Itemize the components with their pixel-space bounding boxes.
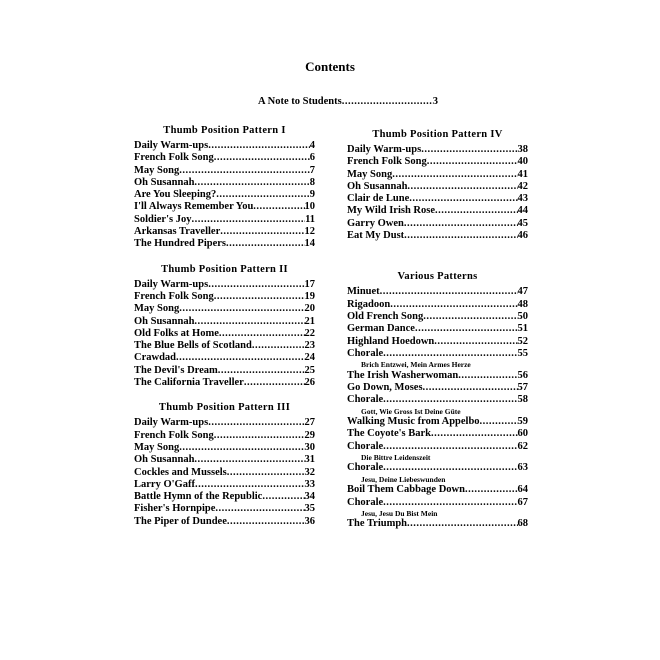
entry-title: The Triumph [347, 518, 408, 530]
dot-leader [383, 462, 517, 474]
entry-title: Go Down, Moses [347, 381, 423, 393]
entry-title: Crawdad [134, 352, 177, 364]
dot-leader [220, 226, 304, 238]
toc-column-left [134, 124, 315, 528]
entry-page: 67 [517, 496, 528, 508]
entry-title: German Dance [347, 323, 415, 335]
entry-page: 60 [517, 428, 528, 440]
entry-page: 6 [309, 152, 315, 164]
entry-title: Daily Warm-ups [134, 278, 209, 290]
toc-entry[interactable] [347, 181, 528, 193]
entry-title: Chorale [347, 462, 384, 474]
entry-page: 9 [309, 189, 315, 201]
toc-entry[interactable] [134, 303, 315, 315]
dot-leader [383, 348, 517, 360]
entry-page: 51 [517, 323, 528, 335]
entry-page: 22 [304, 327, 315, 339]
toc-entry[interactable] [134, 140, 315, 152]
entry-page: 25 [304, 364, 315, 376]
dot-leader [404, 230, 517, 242]
dot-leader [407, 181, 517, 193]
entry-page: 57 [517, 381, 528, 393]
dot-leader [227, 516, 305, 528]
dot-leader [179, 165, 310, 177]
entry-title: Cockles and Mussels [134, 466, 227, 478]
entry-page: 48 [517, 298, 528, 310]
entry-title: May Song [134, 303, 180, 315]
entry-title: Oh Susannah [134, 454, 195, 466]
section-heading: Thumb Position Pattern II [161, 263, 288, 275]
toc-section [347, 270, 528, 530]
entry-subtitle: Jesu, Deine Liebeswunden [361, 474, 446, 484]
toc-entry[interactable] [134, 316, 315, 328]
dot-leader [342, 96, 433, 108]
dot-leader [208, 279, 304, 291]
entry-title: The California Traveller [134, 377, 244, 389]
toc-entry[interactable] [134, 226, 315, 238]
toc-entry[interactable] [347, 218, 528, 230]
dot-leader [392, 169, 517, 181]
entry-page: 38 [517, 144, 528, 155]
entry-page: 20 [304, 303, 315, 315]
toc-entry[interactable] [134, 352, 315, 364]
entry-page: 64 [517, 484, 528, 496]
toc-entry[interactable] [134, 417, 315, 429]
toc-entry[interactable] [134, 365, 315, 377]
entry-title: French Folk Song [134, 290, 214, 302]
entry-page: 36 [304, 515, 315, 527]
dot-leader [214, 291, 305, 303]
dot-leader [191, 214, 305, 226]
entry-title: Fisher's Hornpipe [134, 503, 216, 515]
toc-entry[interactable] [347, 323, 528, 335]
entry-title: Highland Hoedown [347, 335, 435, 347]
entry-title: May Song [134, 164, 180, 176]
entry-title: I'll Always Remember You [134, 201, 254, 213]
toc-entry[interactable] [347, 518, 528, 530]
toc-entry[interactable] [134, 340, 315, 352]
entry-title: Chorale [347, 496, 384, 508]
entry-page: 62 [517, 440, 528, 452]
dot-leader [195, 479, 305, 491]
dot-leader [244, 377, 305, 389]
dot-leader [194, 454, 304, 466]
dot-leader [227, 467, 305, 479]
dot-leader [218, 365, 305, 377]
entry-title: Boil Them Cabbage Down [347, 484, 465, 496]
entry-title: The Irish Washerwoman [347, 369, 459, 381]
toc-entry[interactable] [134, 238, 315, 250]
dot-leader [465, 484, 518, 496]
toc-entry[interactable] [347, 336, 528, 348]
entry-title: The Blue Bells of Scotland [134, 340, 252, 352]
toc-entry[interactable] [134, 467, 315, 479]
toc-entry[interactable] [134, 177, 315, 189]
entry-page: 3 [432, 96, 438, 107]
entry-title: Clair de Lune [347, 193, 410, 205]
toc-entry[interactable] [347, 497, 528, 509]
toc-entry[interactable] [347, 193, 528, 205]
dot-leader [214, 430, 305, 442]
toc-entry[interactable] [347, 441, 528, 453]
entry-title: A Note to Students [258, 96, 342, 107]
dot-leader [253, 201, 304, 213]
entry-page: 30 [304, 441, 315, 453]
toc-entry[interactable] [347, 348, 528, 360]
entry-page: 40 [517, 156, 528, 168]
toc-entry[interactable] [134, 516, 315, 528]
toc-section [134, 401, 315, 528]
entry-title: The Coyote's Bark [347, 428, 431, 440]
entry-page: 52 [517, 335, 528, 347]
dot-leader [208, 140, 310, 152]
dot-leader [458, 370, 517, 382]
entry-title: Old French Song [347, 310, 424, 322]
toc-entry[interactable] [347, 394, 528, 406]
toc-entry-note[interactable] [258, 96, 438, 108]
dot-leader [262, 491, 304, 503]
entry-page: 58 [517, 394, 528, 406]
entry-title: The Hundred Pipers [134, 238, 226, 250]
toc-entry[interactable] [134, 165, 315, 177]
dot-leader [194, 177, 309, 189]
entry-title: Old Folks at Home [134, 327, 219, 339]
toc-entry[interactable] [134, 430, 315, 442]
dot-leader [219, 328, 305, 340]
toc-entry[interactable] [134, 442, 315, 454]
toc-entry[interactable] [134, 214, 315, 226]
toc-entry[interactable] [134, 454, 315, 466]
dot-leader [383, 394, 517, 406]
toc-entry[interactable] [347, 462, 528, 474]
entry-title: Chorale [347, 347, 384, 359]
entry-page: 34 [304, 491, 315, 503]
dot-leader [214, 152, 310, 164]
toc-entry[interactable] [134, 201, 315, 213]
dot-leader [409, 193, 517, 205]
entry-title: Larry O'Gaff [134, 478, 195, 490]
dot-leader [216, 189, 309, 201]
toc-entry[interactable] [134, 152, 315, 164]
toc-entry[interactable] [134, 491, 315, 503]
dot-leader [380, 286, 518, 298]
entry-title: Arkansas Traveller [134, 226, 221, 238]
entry-title: Oh Susannah [347, 180, 408, 192]
toc-entry[interactable] [134, 291, 315, 303]
section-heading: Various Patterns [397, 271, 478, 283]
dot-leader [226, 238, 305, 250]
toc-entry[interactable] [347, 299, 528, 311]
toc-section [134, 263, 315, 390]
entry-title: Minuet [347, 286, 380, 298]
entry-page: 47 [517, 286, 528, 298]
entry-title: The Piper of Dundee [134, 515, 227, 527]
entry-page: 10 [304, 201, 315, 213]
entry-title: Oh Susannah [134, 315, 195, 327]
entry-page: 31 [304, 454, 315, 466]
entry-title: French Folk Song [134, 429, 214, 441]
entry-page: 21 [304, 315, 315, 327]
toc-entry[interactable] [134, 503, 315, 515]
entry-page: 32 [304, 466, 315, 478]
entry-page: 56 [517, 369, 528, 381]
toc-entry[interactable] [347, 230, 528, 242]
section-heading: Thumb Position Pattern I [163, 125, 286, 136]
toc-entry[interactable] [347, 286, 528, 298]
entry-page: 29 [304, 429, 315, 441]
toc-entry[interactable] [347, 382, 528, 394]
entry-page: 27 [304, 417, 315, 429]
entry-page: 7 [309, 164, 315, 176]
toc-entry[interactable] [347, 484, 528, 496]
entry-subtitle: Jesu, Jesu Du Bist Mein [361, 508, 438, 518]
toc-section [134, 124, 315, 251]
dot-leader [208, 417, 304, 429]
dot-leader [252, 340, 305, 352]
entry-page: 43 [517, 193, 528, 205]
entry-title: Battle Hymn of the Republic [134, 491, 263, 503]
toc-entry[interactable] [347, 205, 528, 217]
entry-title: Walking Music from Appelbo [347, 416, 480, 428]
dot-leader [179, 442, 304, 454]
toc-entry[interactable] [347, 416, 528, 428]
dot-leader [480, 416, 518, 428]
toc-entry[interactable] [347, 156, 528, 168]
entry-page: 35 [304, 503, 315, 515]
toc-column-right [347, 128, 528, 531]
entry-title: Daily Warm-ups [134, 417, 209, 429]
dot-leader [407, 518, 517, 530]
entry-subtitle: Gott, Wie Gross Ist Deine Güte [361, 406, 461, 416]
toc-entry[interactable] [134, 328, 315, 340]
dot-leader [215, 503, 304, 515]
entry-page: 55 [517, 347, 528, 359]
entry-page: 11 [305, 213, 315, 225]
entry-title: French Folk Song [134, 152, 214, 164]
entry-page: 50 [517, 310, 528, 322]
dot-leader [427, 156, 518, 168]
toc-entry[interactable] [134, 377, 315, 389]
entry-page: 17 [304, 278, 315, 290]
entry-title: Are You Sleeping? [134, 189, 217, 201]
entry-page: 4 [309, 140, 315, 151]
dot-leader [390, 299, 517, 311]
entry-title: The Devil's Dream [134, 364, 218, 376]
entry-page: 12 [304, 226, 315, 238]
toc-entry[interactable] [347, 169, 528, 181]
entry-page: 68 [517, 518, 528, 530]
entry-page: 23 [304, 340, 315, 352]
entry-title: Soldier's Joy [134, 213, 192, 225]
dot-leader [423, 311, 517, 323]
entry-title: Daily Warm-ups [134, 140, 209, 151]
entry-page: 46 [517, 230, 528, 242]
dot-leader [423, 382, 518, 394]
section-heading: Thumb Position Pattern IV [372, 129, 503, 140]
entry-page: 26 [304, 377, 315, 389]
entry-page: 24 [304, 352, 315, 364]
entry-page: 14 [304, 238, 315, 250]
entry-title: Chorale [347, 440, 384, 452]
entry-page: 33 [304, 478, 315, 490]
entry-title: French Folk Song [347, 156, 427, 168]
dot-leader [383, 497, 517, 509]
dot-leader [431, 428, 518, 440]
dot-leader [434, 336, 517, 348]
entry-page: 59 [517, 416, 528, 428]
entry-page: 44 [517, 205, 528, 217]
dot-leader [415, 323, 518, 335]
entry-page: 19 [304, 290, 315, 302]
dot-leader [404, 218, 518, 230]
dot-leader [435, 205, 518, 217]
toc-entry[interactable] [347, 370, 528, 382]
toc-entry[interactable] [347, 311, 528, 323]
entry-subtitle: Die Bittre Leidenszeit [361, 452, 431, 462]
page-title: Contents [305, 59, 355, 74]
section-heading: Thumb Position Pattern III [158, 402, 291, 414]
dot-leader [179, 303, 304, 315]
entry-page: 42 [517, 180, 528, 192]
entry-title: Rigadoon [347, 298, 391, 310]
toc-entry[interactable] [347, 428, 528, 440]
entry-title: May Song [134, 441, 180, 453]
dot-leader [194, 316, 304, 328]
entry-page: 63 [517, 462, 528, 474]
dot-leader [383, 441, 517, 453]
toc-entry[interactable] [134, 479, 315, 491]
dot-leader [176, 352, 304, 364]
entry-title: Garry Owen [347, 217, 404, 229]
entry-page: 45 [517, 217, 528, 229]
entry-page: 8 [309, 176, 315, 188]
entry-title: Daily Warm-ups [347, 144, 422, 155]
dot-leader [421, 144, 517, 156]
entry-title: My Wild Irish Rose [347, 205, 435, 217]
toc-entry[interactable] [134, 189, 315, 201]
entry-subtitle: Brich Entzwei, Mein Armes Herze [361, 360, 471, 370]
entry-page: 41 [517, 168, 528, 180]
toc-entry[interactable] [134, 279, 315, 291]
entry-title: May Song [347, 168, 393, 180]
entry-title: Eat My Dust [347, 230, 405, 242]
toc-entry[interactable] [347, 144, 528, 156]
toc-section [347, 128, 528, 242]
entry-title: Chorale [347, 394, 384, 406]
entry-title: Oh Susannah [134, 176, 195, 188]
